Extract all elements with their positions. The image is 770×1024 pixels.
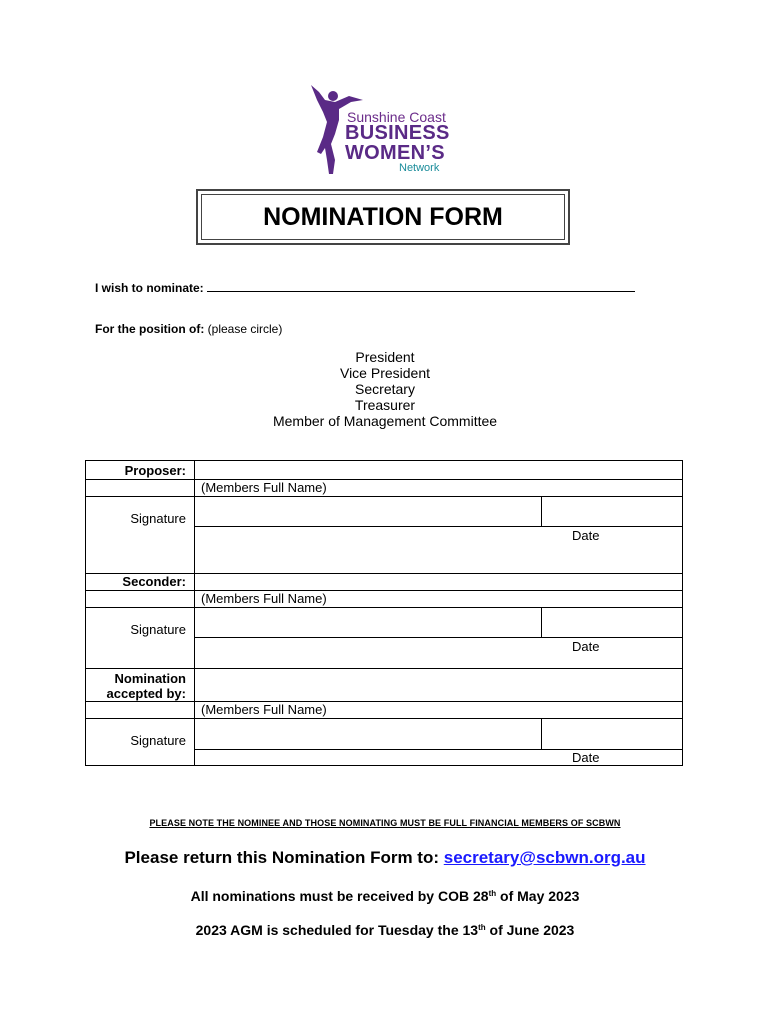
- nominate-row: [95, 281, 635, 295]
- agm-suffix: th: [478, 923, 486, 932]
- logo-line-3: WOMEN’S: [345, 142, 445, 164]
- seconder-label: Seconder:: [122, 574, 186, 589]
- seconder-name-hint: (Members Full Name): [201, 591, 327, 606]
- position-option[interactable]: Vice President: [339, 365, 430, 381]
- position-option[interactable]: Secretary: [355, 381, 415, 397]
- accepted-date-label: Date: [572, 750, 600, 765]
- seconder-name-field[interactable]: [195, 574, 681, 589]
- return-email-link[interactable]: secretary@scbwn.org.au: [443, 848, 646, 867]
- proposer-name-hint: (Members Full Name): [201, 480, 327, 495]
- proposer-label: Proposer:: [124, 463, 186, 478]
- accepted-name-hint: (Members Full Name): [201, 702, 327, 717]
- position-option[interactable]: President: [355, 349, 415, 365]
- accepted-signature-label: Signature: [130, 733, 186, 748]
- logo-line-2: BUSINESS: [345, 122, 450, 144]
- agm-date: [0, 922, 770, 938]
- deadline-text: All nominations must be received by COB 28: [190, 888, 489, 904]
- accepted-signature-field[interactable]: [195, 719, 540, 748]
- agm-month: of June 2023: [485, 922, 575, 938]
- seconder-date-field[interactable]: [542, 608, 681, 636]
- seconder-date-label: Date: [572, 639, 600, 654]
- positions-list: [0, 349, 770, 429]
- organization-logo: [300, 80, 470, 180]
- seconder-signature-label: Signature: [130, 622, 186, 637]
- proposer-date-field[interactable]: [542, 497, 681, 525]
- deadline-month: of May 2023: [496, 888, 580, 904]
- proposer-signature-label: Signature: [130, 511, 186, 526]
- page-title: NOMINATION FORM: [263, 202, 503, 231]
- accepted-date-field[interactable]: [542, 719, 681, 748]
- position-hint: (please circle): [207, 322, 283, 336]
- position-option[interactable]: Member of Management Committee: [272, 413, 498, 429]
- nomination-table: [85, 460, 683, 766]
- proposer-signature-field[interactable]: [195, 497, 540, 525]
- accepted-label-line-1: Nomination: [114, 671, 186, 686]
- position-row: [95, 322, 282, 336]
- accepted-label-line-2: accepted by:: [106, 686, 186, 701]
- position-label: For the position of:: [95, 322, 205, 336]
- logo-line-1: Sunshine Coast: [347, 109, 446, 125]
- position-option[interactable]: Treasurer: [354, 397, 416, 413]
- deadline-suffix: th: [488, 889, 497, 898]
- logo-line-4: Network: [399, 162, 440, 174]
- nominee-name-field[interactable]: [207, 281, 635, 292]
- nomination-deadline: [0, 888, 770, 904]
- return-instruction: [0, 848, 770, 868]
- title-box: [196, 189, 570, 245]
- accepted-name-field[interactable]: [195, 669, 681, 700]
- seconder-signature-field[interactable]: [195, 608, 540, 636]
- membership-note: PLEASE NOTE THE NOMINEE AND THOSE NOMINATING MUST BE FULL FINANCIAL MEMBERS OF SCBWN: [149, 818, 621, 828]
- proposer-name-field[interactable]: [195, 462, 681, 478]
- agm-text: 2023 AGM is scheduled for Tuesday the 13: [195, 922, 479, 938]
- nominate-label: I wish to nominate:: [95, 281, 204, 295]
- return-text: Please return this Nomination Form to:: [124, 848, 440, 867]
- proposer-date-label: Date: [572, 528, 600, 543]
